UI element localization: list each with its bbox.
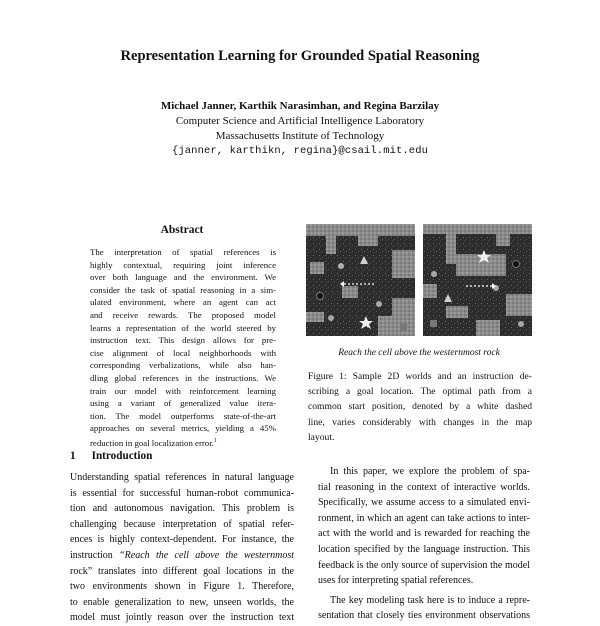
body-line: challenging because interpretation of spatial refer- bbox=[70, 518, 294, 530]
body-line: act with the world and is rewarded for reaching the bbox=[318, 528, 530, 540]
rock-icon bbox=[376, 301, 382, 307]
abstract-line: approaches on several metrics, yielding a 45% bbox=[90, 423, 276, 434]
abstract-line bbox=[90, 435, 276, 448]
paper-title: Representation Learning for Grounded Spatial Reasoning bbox=[120, 48, 480, 64]
body-line: feedback is the only source of supervision the model bbox=[318, 559, 530, 571]
section-title: Introduction bbox=[91, 450, 153, 462]
abstract-line: over both language and the environment. We bbox=[90, 272, 276, 283]
abstract-line: cise alignment of local neighborhoods with bbox=[90, 347, 276, 358]
map-right bbox=[423, 224, 532, 336]
quoted-instruction: “Reach the cell above the westernmost bbox=[119, 549, 295, 561]
caption-line: layout. bbox=[308, 431, 335, 443]
abstract-line: highly contextual, requiring joint inference bbox=[90, 259, 276, 270]
section-number: 1 bbox=[70, 450, 76, 462]
body-line: tial reasoning in the context of interactive worlds. bbox=[318, 481, 530, 493]
caption-line: line, varies considerably with changes in the map bbox=[308, 416, 532, 428]
body-line: In this paper, we explore the problem of spa- bbox=[330, 466, 530, 477]
body-line: The key modeling task here is to induce a repre- bbox=[330, 594, 530, 606]
abstract-line: learns a representation of the world steered by bbox=[90, 322, 276, 333]
body-line: location specified by the language instruction. This bbox=[318, 543, 530, 555]
abstract-line: The interpretation of spatial references is bbox=[90, 247, 276, 257]
affiliation-line-1: Computer Science and Artificial Intelligence Laboratory bbox=[175, 115, 425, 127]
abstract-last-text: reduction in goal localization error. bbox=[90, 437, 214, 448]
abstract-line: tion. The model outperforms state-of-the-art bbox=[90, 410, 276, 421]
abstract-line: corresponding verbalizations, while also han- bbox=[90, 360, 276, 371]
abstract-line: using a variant of generalized value itera- bbox=[90, 398, 276, 409]
body-line: ences is highly context-dependent. For instance, the bbox=[70, 534, 294, 546]
body-line: tion and autonomous navigation. This problem is bbox=[70, 503, 294, 515]
rock-icon bbox=[338, 263, 344, 269]
abstract-heading: Abstract bbox=[160, 224, 204, 236]
author-emails: {janner, karthikn, regina}@csail.mit.edu bbox=[171, 145, 429, 157]
caption-line: Figure 1: Sample 2D worlds and an instruction de- bbox=[308, 371, 532, 382]
body-line: sentation that closely ties environment observations bbox=[318, 610, 530, 622]
section-heading bbox=[70, 450, 152, 462]
rock-icon bbox=[328, 315, 334, 321]
body-text: instruction bbox=[70, 549, 113, 561]
abstract-line: and receive rewards. The proposed model bbox=[90, 309, 276, 320]
rock-icon bbox=[518, 321, 524, 327]
rock-icon bbox=[431, 271, 437, 277]
body-line: two environments shown in Figure 1. Therefore, bbox=[70, 581, 294, 593]
intro-left-column bbox=[70, 470, 294, 626]
block-icon bbox=[400, 324, 407, 331]
abstract-line: train our model with reinforcement learning bbox=[90, 385, 276, 396]
abstract-body bbox=[90, 246, 276, 448]
affiliation-line-2: Massachusetts Institute of Technology bbox=[215, 130, 385, 142]
abstract-line: ulated environment, where an agent can act bbox=[90, 297, 276, 308]
caption-line: common start position, denoted by a white dashed bbox=[308, 401, 532, 413]
figure-caption bbox=[308, 369, 532, 445]
figure-1-maps bbox=[306, 224, 532, 336]
body-line: uses for interpreting spatial references. bbox=[318, 575, 474, 587]
figure-example-instruction: Reach the cell above the westernmost rock bbox=[338, 348, 500, 358]
body-line bbox=[70, 548, 294, 564]
footnote-mark: 1 bbox=[213, 437, 217, 444]
body-line: Understanding spatial references in natural language bbox=[70, 472, 294, 483]
body-line: rock” translates into different goal locations in the bbox=[70, 565, 294, 577]
map-left bbox=[306, 224, 415, 336]
circle-icon bbox=[317, 293, 324, 300]
block-icon bbox=[430, 320, 437, 327]
abstract-line: consider the task of spatial reasoning in a sim- bbox=[90, 284, 276, 295]
caption-line: scribing a goal location. The optimal path from a bbox=[308, 386, 532, 398]
circle-icon bbox=[513, 261, 520, 268]
body-line: is essential for successful human-robot communica- bbox=[70, 487, 294, 499]
body-line: to enable generalization to new, unseen worlds, the bbox=[70, 596, 294, 608]
body-line: ronment, in which an agent can take actions to inter- bbox=[318, 512, 530, 524]
body-line: model must jointly reason over the instruction text bbox=[70, 612, 294, 624]
body-line: Specifically, we assume access to a simulated envi- bbox=[318, 497, 530, 509]
abstract-line: dling global references in the instructions. We bbox=[90, 372, 276, 383]
abstract-line: instruction text. This design allows for pre- bbox=[90, 335, 276, 346]
paper-authors: Michael Janner, Karthik Narasimhan, and Regina Barzilay bbox=[160, 100, 440, 112]
